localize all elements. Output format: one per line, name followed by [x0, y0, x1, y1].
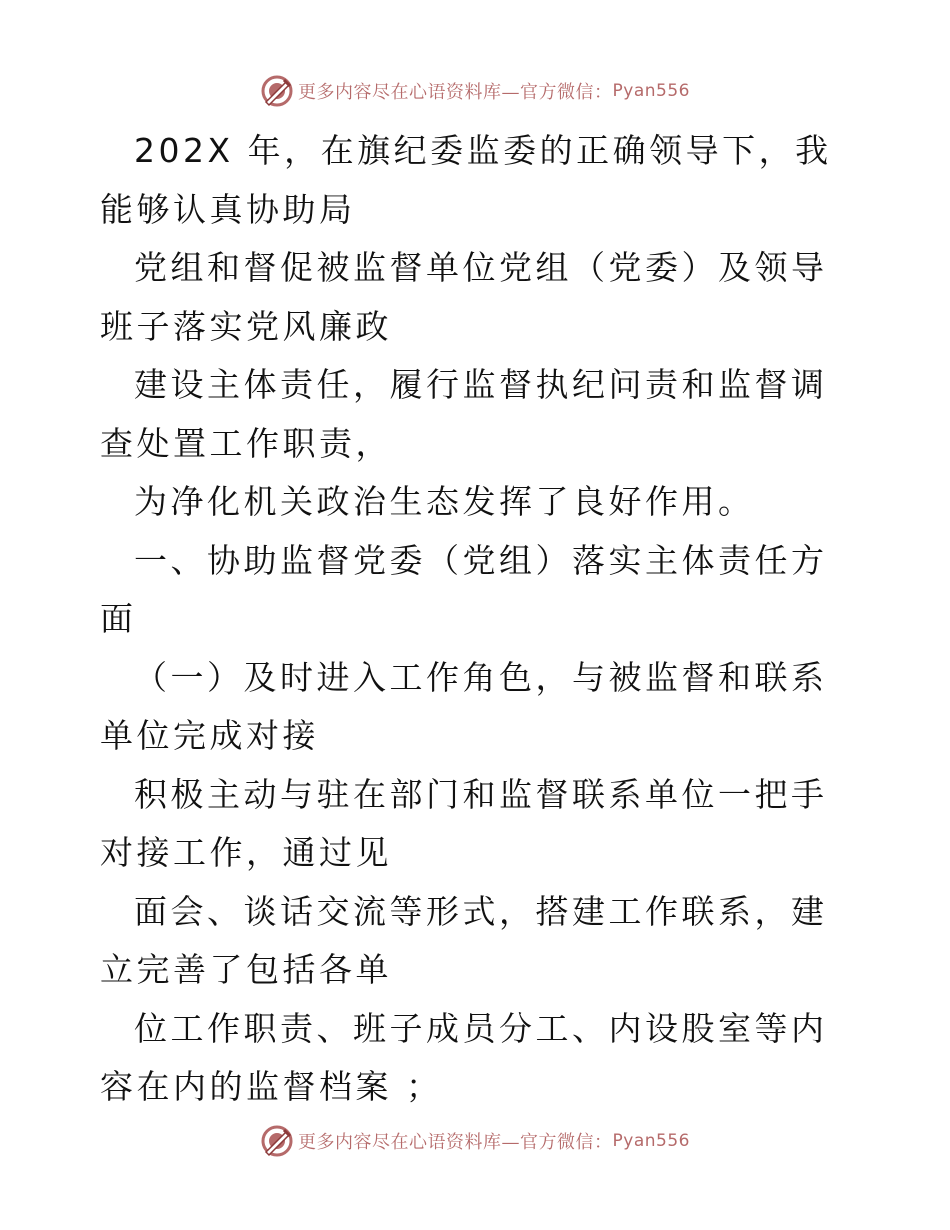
header-watermark — [0, 74, 950, 108]
footer-watermark — [0, 1124, 950, 1158]
paragraph-4: 为净化机关政治生态发挥了良好作用。 — [134, 482, 755, 521]
pen-circle-logo-icon — [260, 74, 294, 108]
paragraph-3: 建设主体责任，履行监督执纪问责和监督调查处置工作职责， — [100, 365, 828, 463]
paragraph-5: 积极主动与驻在部门和监督联系单位一把手对接工作，通过见 — [100, 774, 828, 872]
paragraph-6: 面会、谈话交流等形式，搭建工作联系，建立完善了包括各单 — [100, 891, 828, 989]
document-body — [100, 122, 860, 1117]
paragraph-2: 党组和督促被监督单位党组（党委）及领导班子落实党风廉政 — [100, 248, 828, 346]
pen-circle-logo-icon — [260, 1124, 294, 1158]
watermark-contact: Pyan556 — [612, 1131, 690, 1151]
paragraph-1: 202X 年，在旗纪委监委的正确领导下，我能够认真协助局 — [100, 131, 832, 229]
watermark-text: 更多内容尽在心语资料库—官方微信： — [298, 82, 613, 103]
subsection-heading-1: （一）及时进入工作角色，与被监督和联系单位完成对接 — [100, 657, 828, 755]
watermark-contact: Pyan556 — [612, 81, 690, 101]
section-heading-1: 一、协助监督党委（党组）落实主体责任方面 — [100, 540, 828, 638]
watermark-text: 更多内容尽在心语资料库—官方微信： — [298, 1132, 613, 1153]
paragraph-7: 位工作职责、班子成员分工、内设股室等内容在内的监督档案 ； — [100, 1008, 828, 1106]
